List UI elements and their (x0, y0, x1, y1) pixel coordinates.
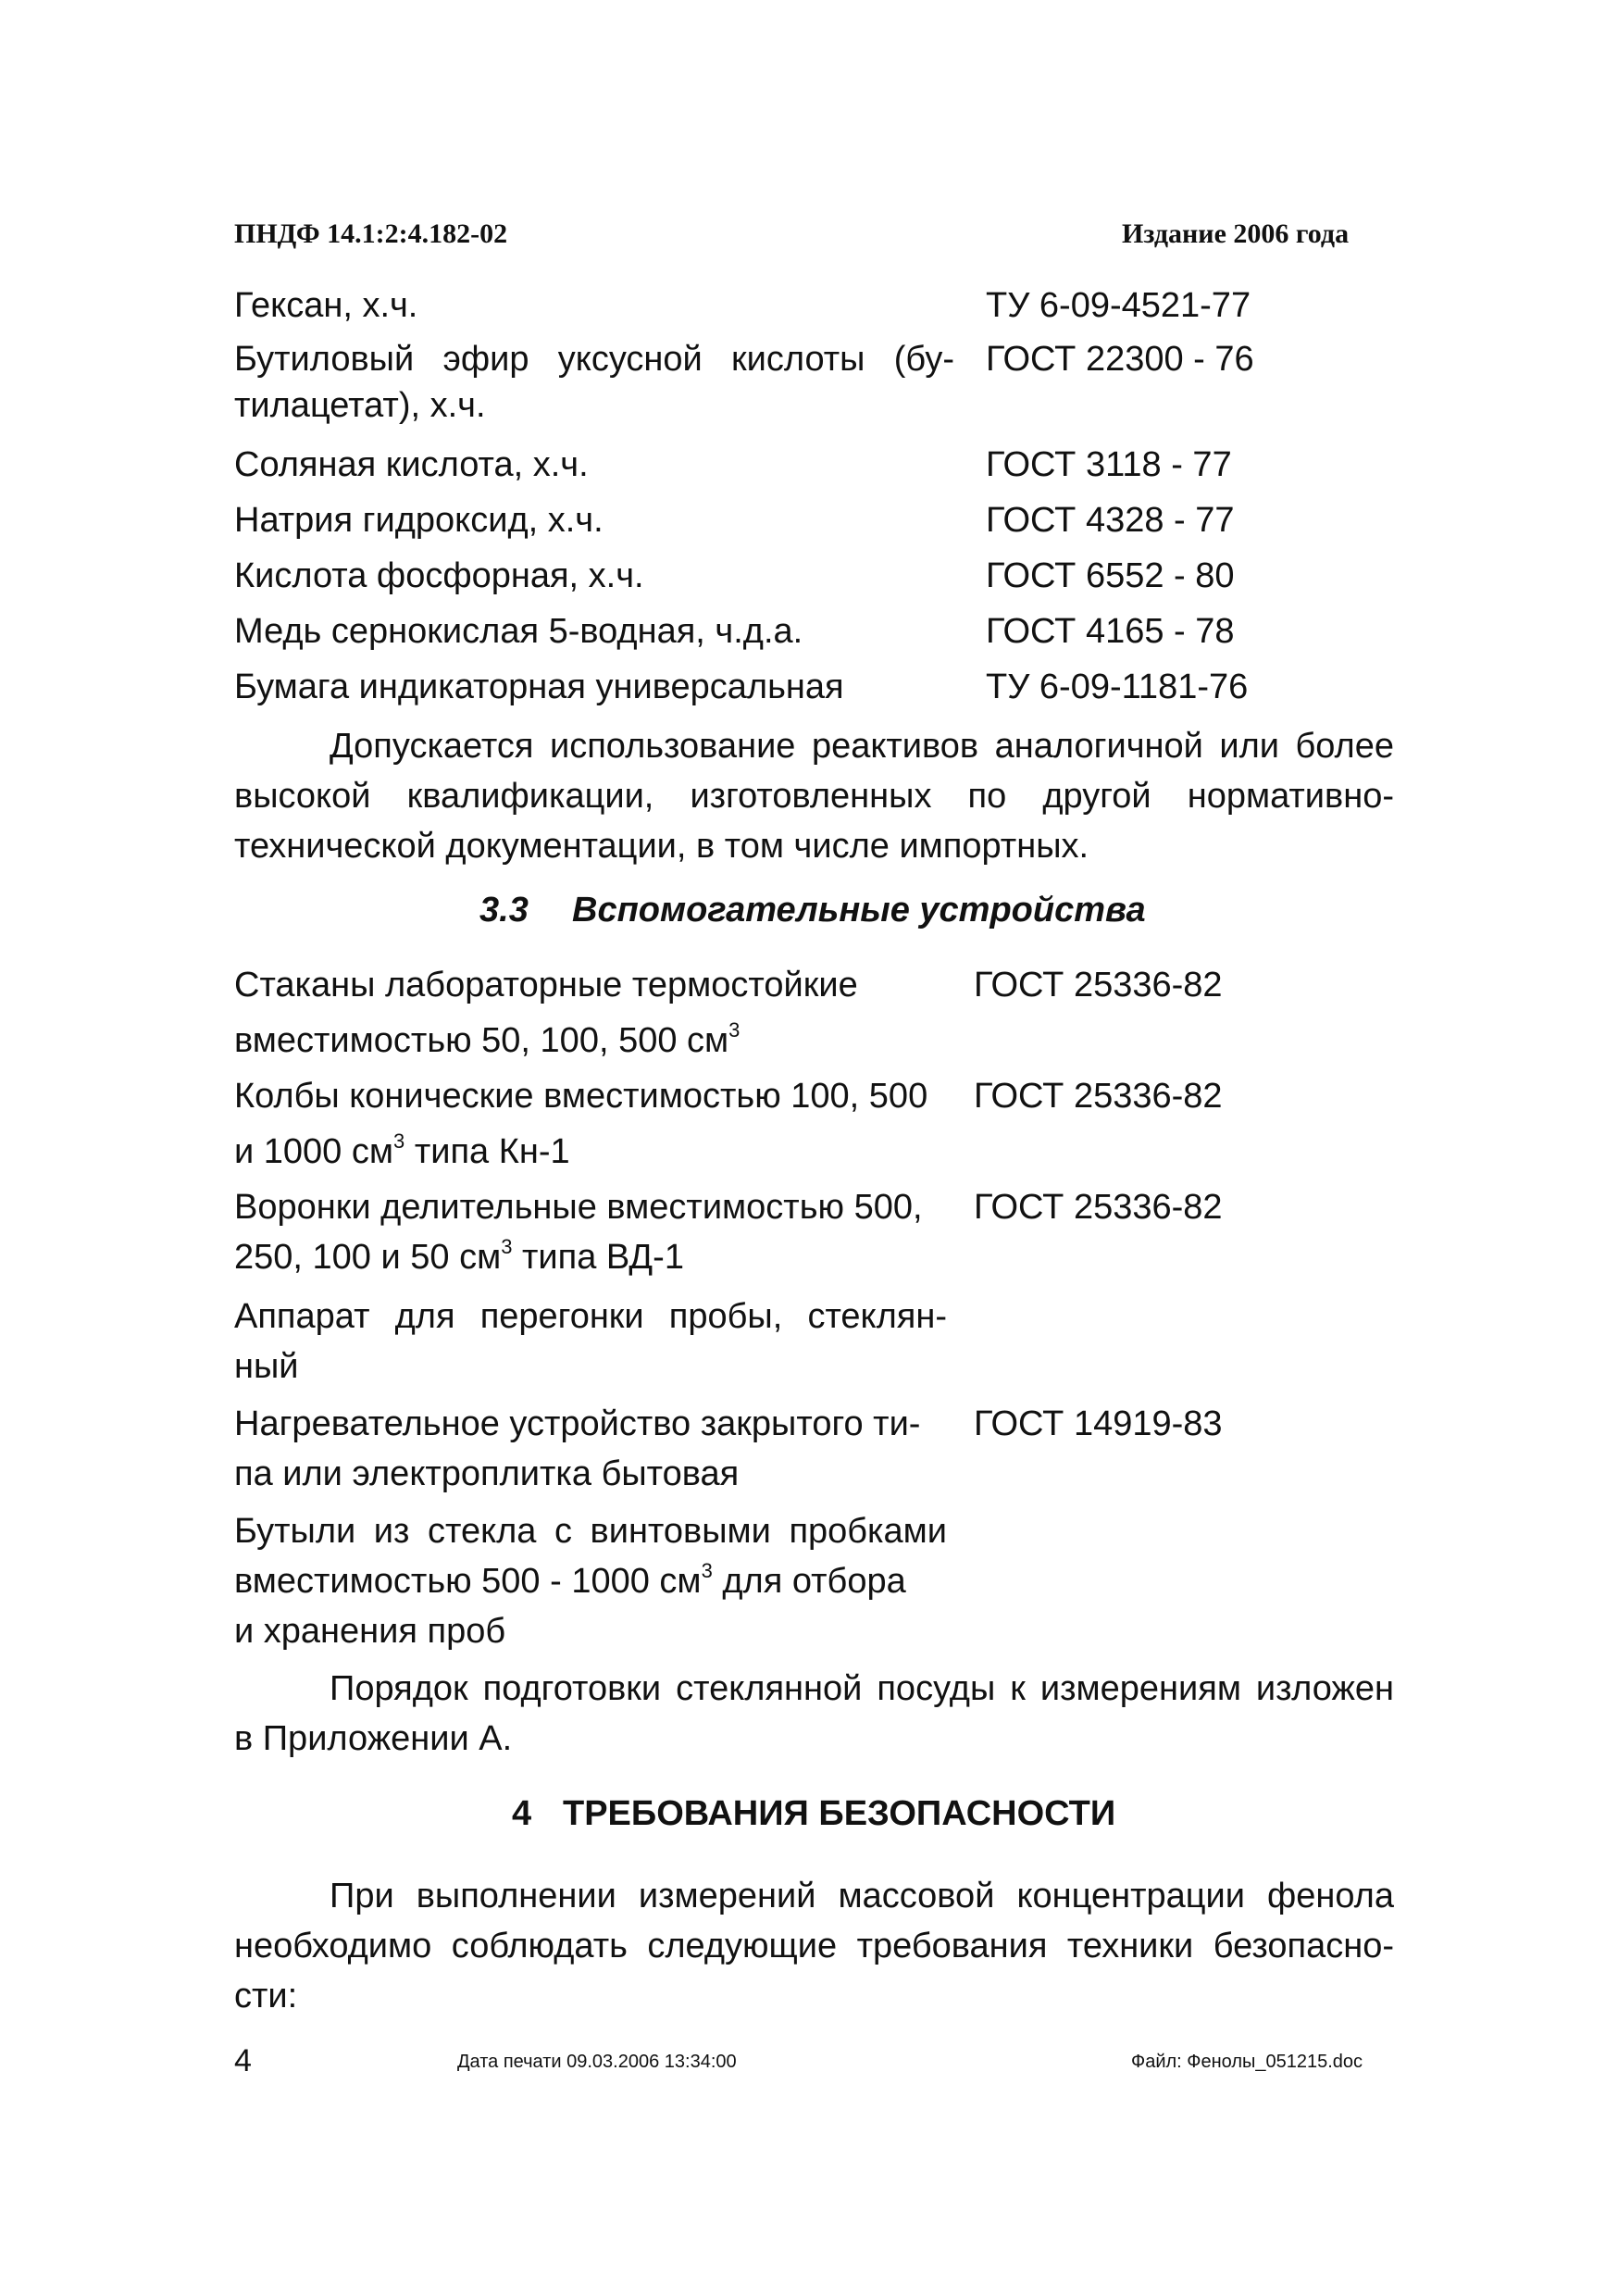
reagents-note-line: технической документации, в том числе импортных. (234, 827, 1089, 866)
reagent-name: Соляная кислота, х.ч. (234, 445, 589, 484)
reagent-name: Натрия гидроксид, х.ч. (234, 501, 604, 540)
device-name: Воронки делительные вместимостью 500, (234, 1188, 923, 1227)
safety-intro-line: сти: (234, 1977, 298, 2015)
section-title: Вспомогательные устройства (572, 891, 1146, 930)
device-name-continuation: вместимостью 500 - 1000 $см^3$ для отбора (234, 1559, 906, 1601)
section-title: ТРЕБОВАНИЯ БЕЗОПАСНОСТИ (563, 1794, 1116, 1833)
device-standard: ГОСТ 25336-82 (974, 1188, 1223, 1227)
section-number: 4 (512, 1794, 532, 1833)
device-standard: ГОСТ 25336-82 (974, 1077, 1223, 1116)
edition-label: Издание 2006 года (1122, 218, 1350, 249)
reagent-standard: ГОСТ 6552 - 80 (986, 556, 1235, 595)
reagent-name-continuation: тилацетат), х.ч. (234, 386, 486, 425)
device-name: Стаканы лабораторные термостойкие (234, 966, 858, 1004)
reagent-standard: ТУ 6-09-4521-77 (986, 286, 1251, 325)
file-name: Файл: Фенолы_051215.doc (1131, 2052, 1363, 2072)
reagent-name: Кислота фосфорная, х.ч. (234, 556, 644, 595)
glassware-note-line: в Приложении А. (234, 1719, 513, 1758)
device-name: Бутыли из стекла с винтовыми пробками (234, 1512, 947, 1551)
page-number: 4 (234, 2043, 252, 2078)
reagent-standard: ГОСТ 4165 - 78 (986, 612, 1235, 651)
reagent-standard: ГОСТ 3118 - 77 (986, 445, 1232, 484)
device-name-continuation: и хранения проб (234, 1612, 506, 1651)
device-name-continuation: вместимостью 50, 100, 500 $см^3$ (234, 1018, 741, 1060)
device-name-continuation: 250, 100 и 50 $см^3$ типа ВД-1 (234, 1235, 684, 1277)
reagent-name: Бумага индикаторная универсальная (234, 668, 844, 706)
device-standard: ГОСТ 25336-82 (974, 966, 1223, 1004)
glassware-note-line: Порядок подготовки стеклянной посуды к измерениям изложен (330, 1669, 1394, 1708)
document-code: ПНДФ 14.1:2:4.182-02 (234, 218, 508, 249)
print-date: Дата печати 09.03.2006 13:34:00 (457, 2052, 737, 2072)
device-name-continuation: ный (234, 1347, 299, 1386)
reagent-standard: ТУ 6-09-1181-76 (986, 668, 1249, 706)
device-name: Нагревательное устройство закрытого ти- (234, 1404, 921, 1443)
reagents-note-line: высокой квалификации, изготовленных по другой нормативно- (234, 777, 1394, 816)
device-name: Колбы конические вместимостью 100, 500 (234, 1077, 928, 1116)
safety-intro-line: необходимо соблюдать следующие требования техники безопасно- (234, 1927, 1394, 1965)
reagent-standard: ГОСТ 22300 - 76 (986, 340, 1254, 379)
safety-intro-line: При выполнении измерений массовой концентрации фенола (330, 1877, 1394, 1915)
device-standard: ГОСТ 14919-83 (974, 1404, 1223, 1443)
reagent-name: Медь сернокислая 5-водная, ч.д.а. (234, 612, 803, 651)
reagent-name: Гексан, х.ч. (234, 286, 418, 325)
device-name: Аппарат для перегонки пробы, стеклян- (234, 1297, 947, 1336)
reagents-note-line: Допускается использование реактивов аналогичной или более (330, 727, 1394, 766)
device-name-continuation: па или электроплитка бытовая (234, 1454, 740, 1493)
section-number: 3.3 (479, 891, 529, 930)
reagent-name: Бутиловый эфир уксусной кислоты (бу- (234, 340, 954, 379)
device-name-continuation: и 1000 $см^3$ типа Кн-1 (234, 1129, 570, 1171)
reagent-standard: ГОСТ 4328 - 77 (986, 501, 1235, 540)
